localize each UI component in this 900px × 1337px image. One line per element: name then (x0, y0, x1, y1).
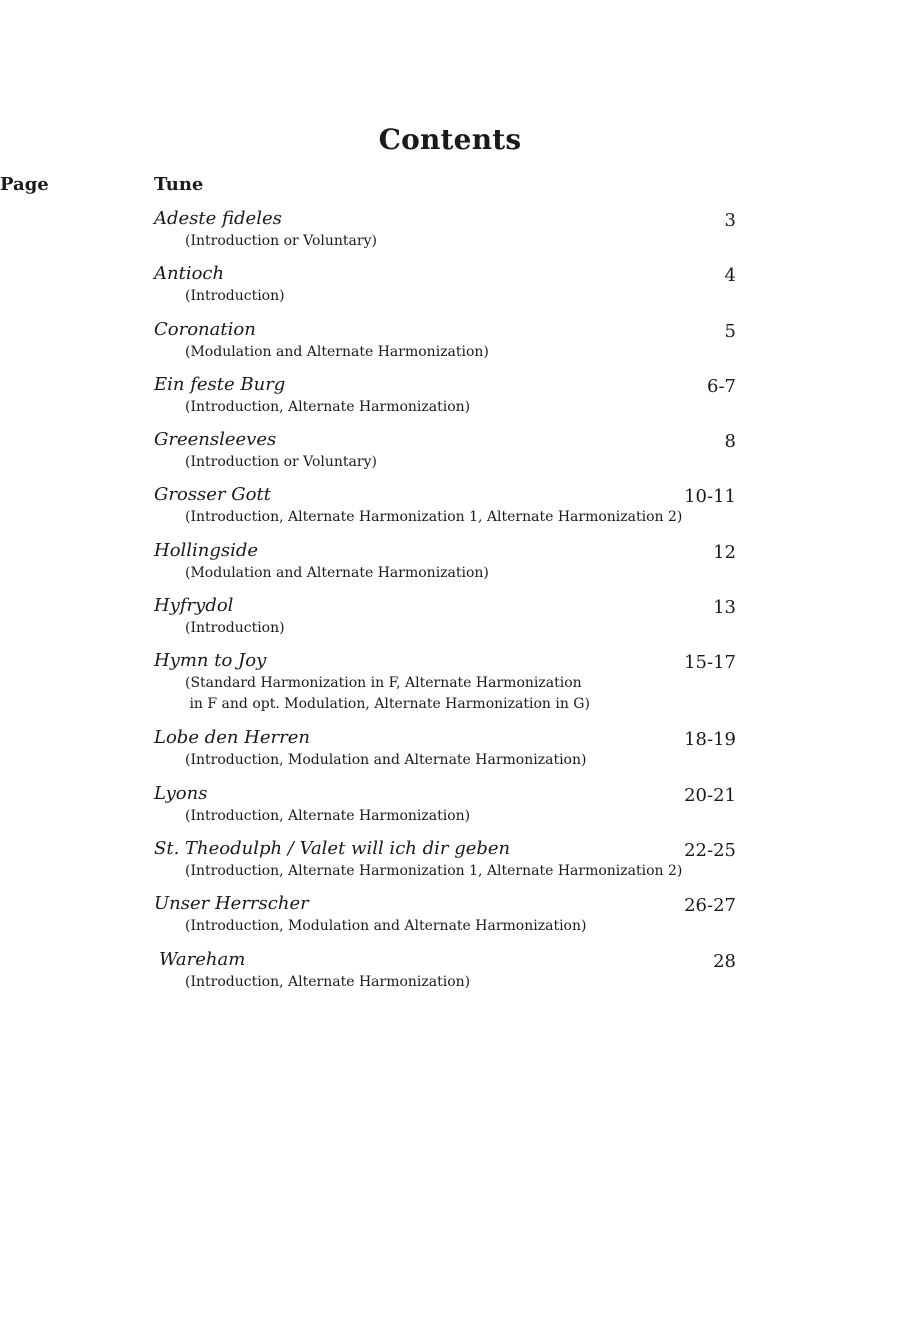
page-number: 13 (713, 597, 736, 619)
tune-title: Greensleeves (154, 429, 277, 451)
page-number: 8 (724, 431, 736, 453)
tune-title: Ein feste Burg (154, 373, 286, 395)
tune-title: Grosser Gott (154, 484, 271, 506)
tune-note: (Introduction) (185, 620, 285, 637)
tune-note: (Standard Harmonization in F, Alternate Harmonization (185, 675, 582, 692)
page-number: 5 (724, 320, 736, 342)
contents-list (154, 207, 736, 1003)
page-number: 18-19 (684, 729, 736, 751)
contents-entry (154, 649, 736, 726)
contents-entry (154, 594, 736, 649)
tune-note: (Introduction, Alternate Harmonization) (185, 973, 471, 990)
page-title: Contents (378, 123, 522, 156)
tune-title: Hyfrydol (154, 595, 234, 617)
contents-entry (154, 373, 736, 428)
tune-note: (Introduction or Voluntary) (185, 454, 377, 471)
contents-entry (154, 483, 736, 538)
contents-entry (154, 428, 736, 483)
tune-note: (Introduction or Voluntary) (185, 233, 377, 249)
page-number: 4 (724, 265, 736, 287)
contents-entry (154, 782, 736, 837)
tune-note: (Introduction, Alternate Harmonization 1, Alternate Harmonization 2) (185, 862, 683, 879)
page-number: 10-11 (684, 486, 736, 508)
contents-entry (154, 539, 736, 594)
tune-title: Antioch (154, 263, 225, 285)
contents-entry (154, 948, 736, 1003)
tune-title: Hymn to Joy (154, 650, 267, 672)
tune-note: (Introduction, Alternate Harmonization 1, Alternate Harmonization 2) (185, 509, 683, 526)
tune-note: (Introduction) (185, 288, 285, 305)
page-number: 15-17 (684, 652, 736, 674)
tune-column-header: Tune (154, 174, 204, 195)
tune-note: (Introduction, Alternate Harmonization) (185, 807, 471, 824)
page-number: 22-25 (684, 839, 736, 861)
contents-entry (154, 318, 736, 373)
page-number: 26-27 (684, 895, 736, 917)
tune-note-continued: in F and opt. Modulation, Alternate Harmonization in G) (185, 696, 590, 713)
contents-entry (154, 837, 736, 892)
tune-title: St. Theodulph / Valet will ich dir geben (154, 837, 511, 859)
tune-title: Hollingside (154, 539, 259, 561)
contents-entry (154, 207, 736, 262)
page-number: 3 (724, 210, 736, 231)
tune-title: Lyons (154, 782, 208, 804)
contents-entry (154, 892, 736, 947)
tune-note: (Modulation and Alternate Harmonization) (185, 564, 489, 581)
page-number: 28 (713, 950, 736, 972)
contents-entry (154, 726, 736, 781)
page-number: 20-21 (684, 784, 736, 806)
tune-note: (Introduction, Alternate Harmonization) (185, 398, 471, 415)
tune-title: Adeste fideles (154, 208, 282, 229)
tune-title: Lobe den Herren (154, 727, 310, 749)
tune-title: Coronation (154, 318, 256, 340)
page-column-header: Page (0, 174, 49, 195)
tune-note: (Introduction, Modulation and Alternate Harmonization) (185, 918, 587, 935)
page-number: 12 (713, 541, 736, 563)
page-number: 6-7 (707, 375, 736, 397)
tune-title: Wareham (159, 948, 246, 970)
contents-entry (154, 262, 736, 317)
tune-note: (Introduction, Modulation and Alternate Harmonization) (185, 752, 587, 769)
tune-note: (Modulation and Alternate Harmonization) (185, 343, 489, 360)
tune-title: Unser Herrscher (154, 893, 309, 915)
